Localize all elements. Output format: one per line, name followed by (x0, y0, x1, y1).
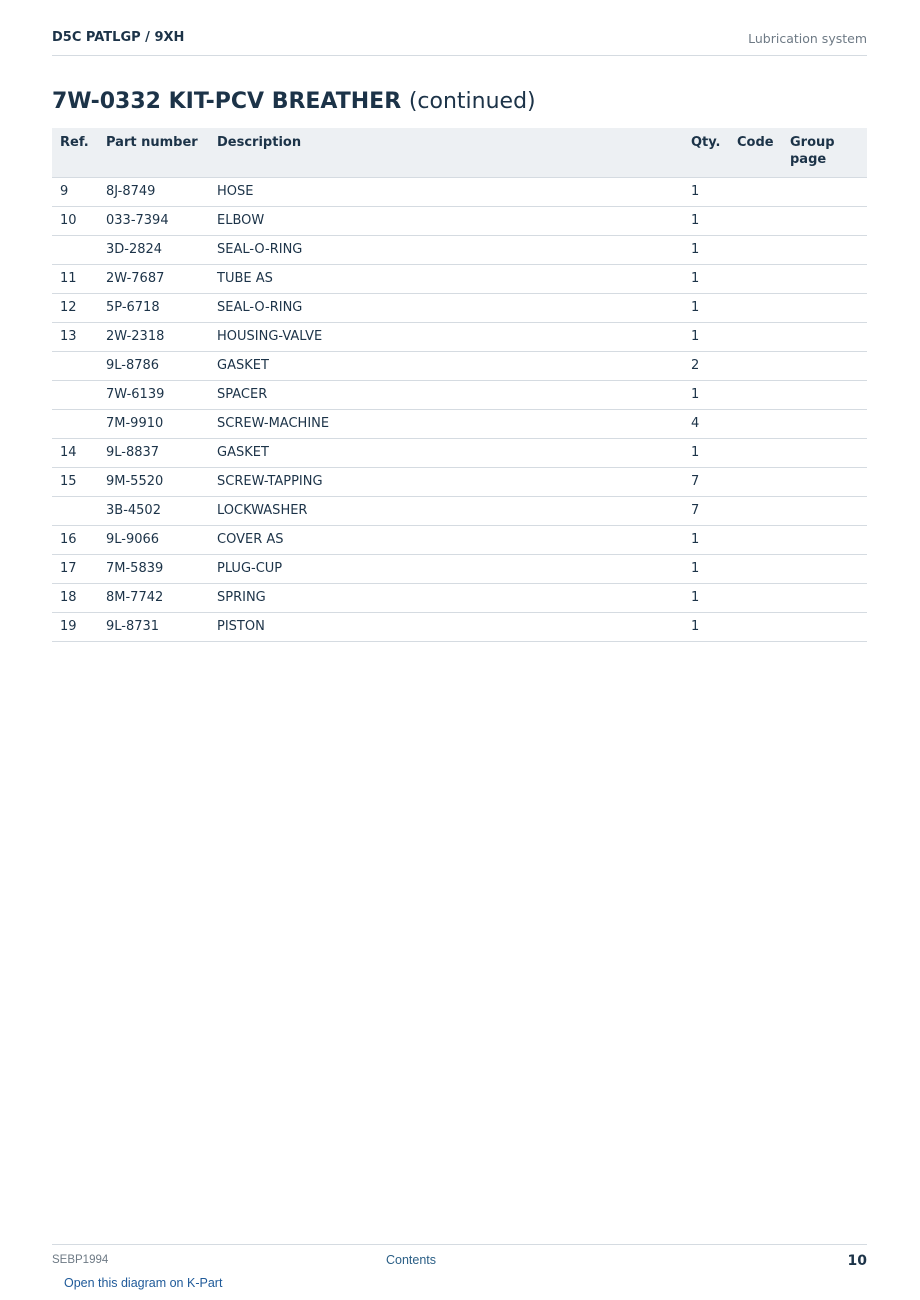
cell-ref: 14 (52, 438, 98, 467)
cell-ref (52, 351, 98, 380)
cell-part-number: 3D-2824 (98, 235, 209, 264)
cell-group-page (782, 409, 867, 438)
continued-label: (continued) (408, 89, 536, 114)
cell-ref (52, 409, 98, 438)
cell-group-page (782, 351, 867, 380)
cell-qty: 1 (683, 525, 729, 554)
cell-group-page (782, 177, 867, 206)
cell-ref: 13 (52, 322, 98, 351)
column-header-part-number: Part number (98, 128, 209, 177)
cell-qty: 1 (683, 438, 729, 467)
cell-ref (52, 380, 98, 409)
table-row (52, 612, 867, 641)
cell-qty: 4 (683, 409, 729, 438)
cell-qty: 7 (683, 467, 729, 496)
parts-table (52, 128, 867, 642)
cell-part-number: 7W-6139 (98, 380, 209, 409)
cell-code (729, 351, 782, 380)
open-in-kpart-link[interactable]: Open this diagram on K-Part (64, 1276, 223, 1290)
column-header-description: Description (209, 128, 683, 177)
cell-ref: 9 (52, 177, 98, 206)
table-row (52, 351, 867, 380)
page-header (52, 0, 867, 56)
cell-code (729, 235, 782, 264)
cell-code (729, 177, 782, 206)
cell-code (729, 467, 782, 496)
cell-description: SCREW-TAPPING (209, 467, 683, 496)
table-row (52, 206, 867, 235)
cell-ref: 10 (52, 206, 98, 235)
cell-description: HOSE (209, 177, 683, 206)
cell-qty: 1 (683, 554, 729, 583)
cell-qty: 1 (683, 380, 729, 409)
document-code: SEBP1994 (52, 1254, 109, 1266)
page-title (52, 89, 536, 114)
column-header-qty: Qty. (683, 128, 729, 177)
cell-qty: 1 (683, 583, 729, 612)
cell-code (729, 496, 782, 525)
cell-code (729, 293, 782, 322)
cell-part-number: 8J-8749 (98, 177, 209, 206)
cell-part-number: 9L-8731 (98, 612, 209, 641)
cell-group-page (782, 525, 867, 554)
contents-link[interactable]: Contents (386, 1253, 437, 1267)
cell-qty: 1 (683, 177, 729, 206)
table-row (52, 380, 867, 409)
table-row (52, 235, 867, 264)
cell-description: SPRING (209, 583, 683, 612)
cell-part-number: 2W-7687 (98, 264, 209, 293)
cell-group-page (782, 206, 867, 235)
cell-ref (52, 235, 98, 264)
cell-ref: 16 (52, 525, 98, 554)
cell-description: ELBOW (209, 206, 683, 235)
page-number: 10 (847, 1253, 867, 1269)
cell-group-page (782, 612, 867, 641)
cell-qty: 1 (683, 235, 729, 264)
cell-part-number: 9M-5520 (98, 467, 209, 496)
cell-group-page (782, 293, 867, 322)
table-row (52, 264, 867, 293)
cell-qty: 7 (683, 496, 729, 525)
cell-part-number: 2W-2318 (98, 322, 209, 351)
cell-qty: 1 (683, 612, 729, 641)
cell-description: SPACER (209, 380, 683, 409)
cell-qty: 1 (683, 206, 729, 235)
table-row (52, 438, 867, 467)
table-row (52, 409, 867, 438)
cell-part-number: 9L-8837 (98, 438, 209, 467)
table-row (52, 177, 867, 206)
table-row (52, 322, 867, 351)
model-serial-label: D5C PATLGP / 9XH (52, 30, 185, 45)
cell-qty: 1 (683, 293, 729, 322)
cell-code (729, 206, 782, 235)
cell-description: GASKET (209, 438, 683, 467)
cell-code (729, 380, 782, 409)
cell-description: PLUG-CUP (209, 554, 683, 583)
cell-group-page (782, 467, 867, 496)
header-row (52, 128, 867, 177)
cell-description: LOCKWASHER (209, 496, 683, 525)
cell-description: GASKET (209, 351, 683, 380)
cell-code (729, 322, 782, 351)
cell-description: HOUSING-VALVE (209, 322, 683, 351)
table-row (52, 496, 867, 525)
column-header-code: Code (729, 128, 782, 177)
cell-part-number: 033-7394 (98, 206, 209, 235)
cell-code (729, 525, 782, 554)
cell-group-page (782, 264, 867, 293)
cell-code (729, 438, 782, 467)
cell-description: TUBE AS (209, 264, 683, 293)
cell-part-number: 8M-7742 (98, 583, 209, 612)
cell-group-page (782, 322, 867, 351)
cell-qty: 1 (683, 264, 729, 293)
cell-part-number: 5P-6718 (98, 293, 209, 322)
cell-part-number: 9L-9066 (98, 525, 209, 554)
column-header-ref: Ref. (52, 128, 98, 177)
cell-ref: 19 (52, 612, 98, 641)
page-footer (52, 1244, 867, 1268)
table-row (52, 554, 867, 583)
cell-ref: 11 (52, 264, 98, 293)
section-name: Lubrication system (748, 31, 867, 46)
cell-group-page (782, 438, 867, 467)
cell-code (729, 264, 782, 293)
cell-group-page (782, 554, 867, 583)
cell-group-page (782, 235, 867, 264)
cell-code (729, 612, 782, 641)
cell-part-number: 3B-4502 (98, 496, 209, 525)
cell-description: SEAL-O-RING (209, 235, 683, 264)
cell-ref (52, 496, 98, 525)
column-header-group-page: Group page (782, 128, 867, 177)
kit-title: 7W-0332 KIT-PCV BREATHER (52, 89, 402, 114)
cell-code (729, 409, 782, 438)
table-row (52, 293, 867, 322)
cell-description: PISTON (209, 612, 683, 641)
cell-part-number: 7M-5839 (98, 554, 209, 583)
cell-part-number: 7M-9910 (98, 409, 209, 438)
table-row (52, 525, 867, 554)
cell-code (729, 554, 782, 583)
cell-group-page (782, 583, 867, 612)
table-row (52, 467, 867, 496)
cell-qty: 1 (683, 322, 729, 351)
cell-description: SEAL-O-RING (209, 293, 683, 322)
cell-ref: 15 (52, 467, 98, 496)
parts-table-body (52, 177, 867, 641)
cell-code (729, 583, 782, 612)
parts-table-header (52, 128, 867, 177)
cell-description: COVER AS (209, 525, 683, 554)
cell-ref: 12 (52, 293, 98, 322)
cell-group-page (782, 380, 867, 409)
cell-group-page (782, 496, 867, 525)
cell-qty: 2 (683, 351, 729, 380)
cell-ref: 18 (52, 583, 98, 612)
cell-description: SCREW-MACHINE (209, 409, 683, 438)
cell-ref: 17 (52, 554, 98, 583)
table-row (52, 583, 867, 612)
cell-part-number: 9L-8786 (98, 351, 209, 380)
